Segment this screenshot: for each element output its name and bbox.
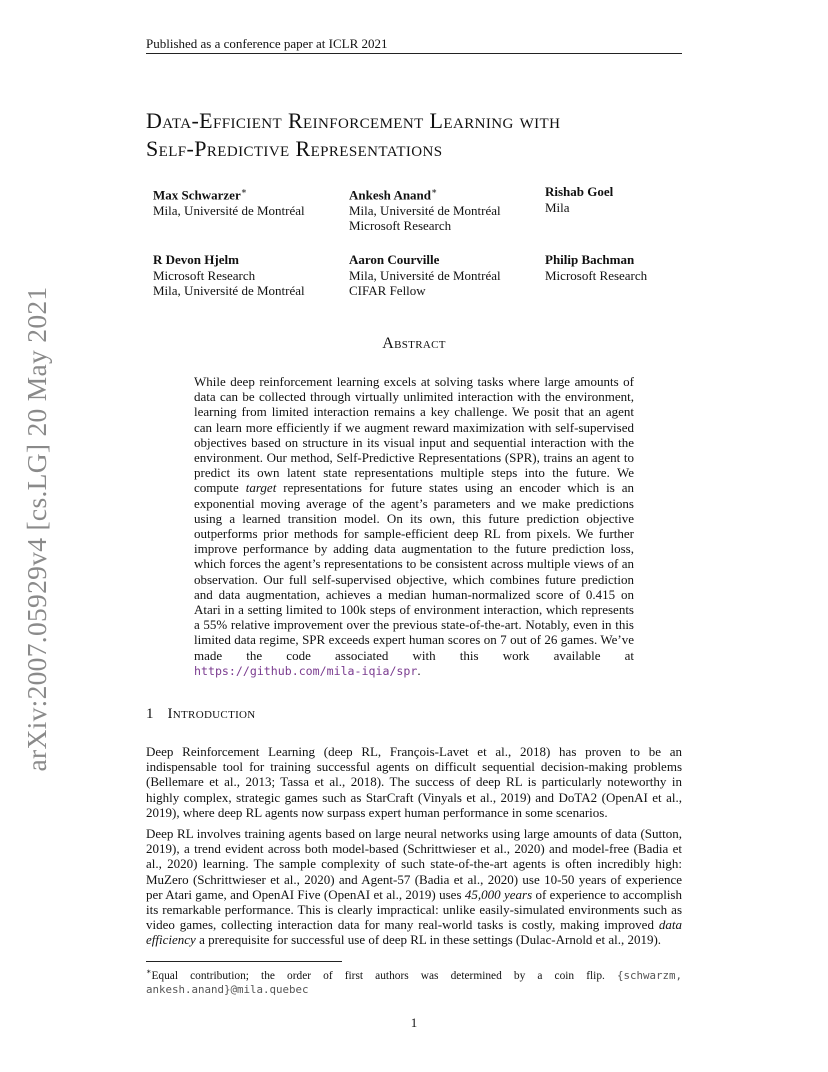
author-emails: {schwarzm, ankesh.anand}@mila.quebec	[146, 968, 682, 996]
author-name: Aaron Courville	[349, 252, 440, 267]
arxiv-id: arXiv:2007.05929v4 [cs.LG] 20 May 2021	[21, 286, 52, 772]
author-block	[349, 252, 501, 299]
author-affiliation: Mila, Université de Montréal	[153, 202, 305, 218]
author-affiliation: Mila, Université de Montréal	[153, 283, 305, 298]
page-number: 1	[410, 1015, 418, 1030]
abstract-body: While deep reinforcement learning excels at solving tasks where large amounts of data can be collected through virtually unlimited interaction with the environment, learning from limited interaction remains a key challenge. We posit that an agent can learn more efficiently if we augment reward maximization with self-supervised objectives based on structure in its visual input and sequential interaction with the environment. Our method, Self-Predictive Representations (SPR), trains an agent to predict its own latent state representations multiple steps into the future. We compute target representations for future states using an encoder which is an exponential moving average of the agent’s parameters and we make predictions using a learned transition model. On its own, this future prediction objective outperforms prior methods for sample-efficient deep RL from pixels. We further improve performance by adding data augmentation to the future prediction loss, which forces the agent’s representations to be consistent across multiple views of an observation. Our full self-supervised objective, which combines future prediction and data augmentation, achieves a median human-normalized score of 0.415 on Atari in a setting limited to 100k steps of environment interaction, which represents a 55% relative improvement over the previous state-of-the-art. Notably, even in this limited data regime, SPR exceeds expert human scores on 7 out of 26 games. We’ve made the code associated with this work available at https://github.com/mila-iqia/spr.	[194, 374, 634, 678]
intro-paragraph-1: Deep Reinforcement Learning (deep RL, François-Lavet et al., 2018) has proven to be an indispensable tool for training successful agents on difficult sequential decision-making problems (Bellemare et al., 2013; Tassa et al., 2018). The success of deep RL is particularly noteworthy in highly complex, strategic games such as StarCraft (Vinyals et al., 2019) and DoTA2 (OpenAI et al., 2019), where deep RL agents now surpass expert human performance in some scenarios.	[146, 744, 682, 820]
author-name: Ankesh Anand∗	[349, 186, 438, 203]
author-affiliation: Microsoft Research	[349, 218, 452, 234]
section-title: Introduction	[167, 706, 256, 722]
author-block	[545, 252, 647, 283]
author-block	[153, 184, 305, 218]
paper-title	[146, 107, 706, 163]
running-header: Published as a conference paper at ICLR 2021	[146, 36, 388, 51]
author-affiliation: Mila, Université de Montréal	[349, 267, 501, 283]
author-name: Rishab Goel	[545, 184, 614, 199]
author-name: Philip Bachman	[545, 252, 635, 267]
section-number: 1	[146, 706, 154, 722]
section-heading	[146, 706, 256, 723]
code-link[interactable]: https://github.com/mila-iqia/spr	[194, 663, 418, 678]
arxiv-stamp	[18, 286, 56, 772]
intro-paragraph-2: Deep RL involves training agents based on large neural networks using large amounts of data (Sutton, 2019), a trend evident across both model-based (Schrittwieser et al., 2020) and model-free (Badia et al., 2020) learning. The sample complexity of such state-of-the-art agents is often incredibly high: MuZero (Schrittwieser et al., 2020) and Agent-57 (Badia et al., 2020) use 10-50 years of experience per Atari game, and OpenAI Five (OpenAI et al., 2019) uses 45,000 years of experience to accomplish its remarkable performance. This is clearly impractical: unlike easily-simulated environments such as video games, collecting interaction data for many real-world tasks is costly, making improved data efficiency a prerequisite for successful use of deep RL in these settings (Dulac-Arnold et al., 2019).	[146, 826, 682, 948]
author-block	[545, 184, 613, 215]
author-block	[349, 184, 501, 234]
author-affiliation: CIFAR Fellow	[349, 283, 426, 298]
footnote-mark: ∗	[146, 967, 152, 976]
author-affiliation: Mila, Université de Montréal	[349, 202, 501, 218]
author-affiliation: Mila	[545, 199, 570, 215]
emphasis-target: target	[245, 480, 277, 496]
author-name: R Devon Hjelm	[153, 252, 239, 267]
author-affiliation: Microsoft Research	[153, 267, 256, 283]
author-block	[153, 252, 305, 299]
equal-contribution-mark: ∗	[431, 186, 438, 196]
abstract-heading: Abstract	[382, 335, 446, 352]
equal-contribution-mark: ∗	[240, 186, 247, 196]
header-rule	[146, 53, 682, 54]
footnote: ∗Equal contribution; the order of first authors was determined by a coin flip. {schwarzm, ankesh.anand}@mila.quebec	[146, 967, 682, 996]
title-line-2: Self-Predictive Representations	[146, 136, 443, 161]
footnote-rule	[146, 961, 342, 962]
author-affiliation: Microsoft Research	[545, 267, 648, 283]
author-name: Max Schwarzer∗	[153, 186, 247, 203]
title-line-1: Data-Efficient Reinforcement Learning with	[146, 108, 561, 133]
